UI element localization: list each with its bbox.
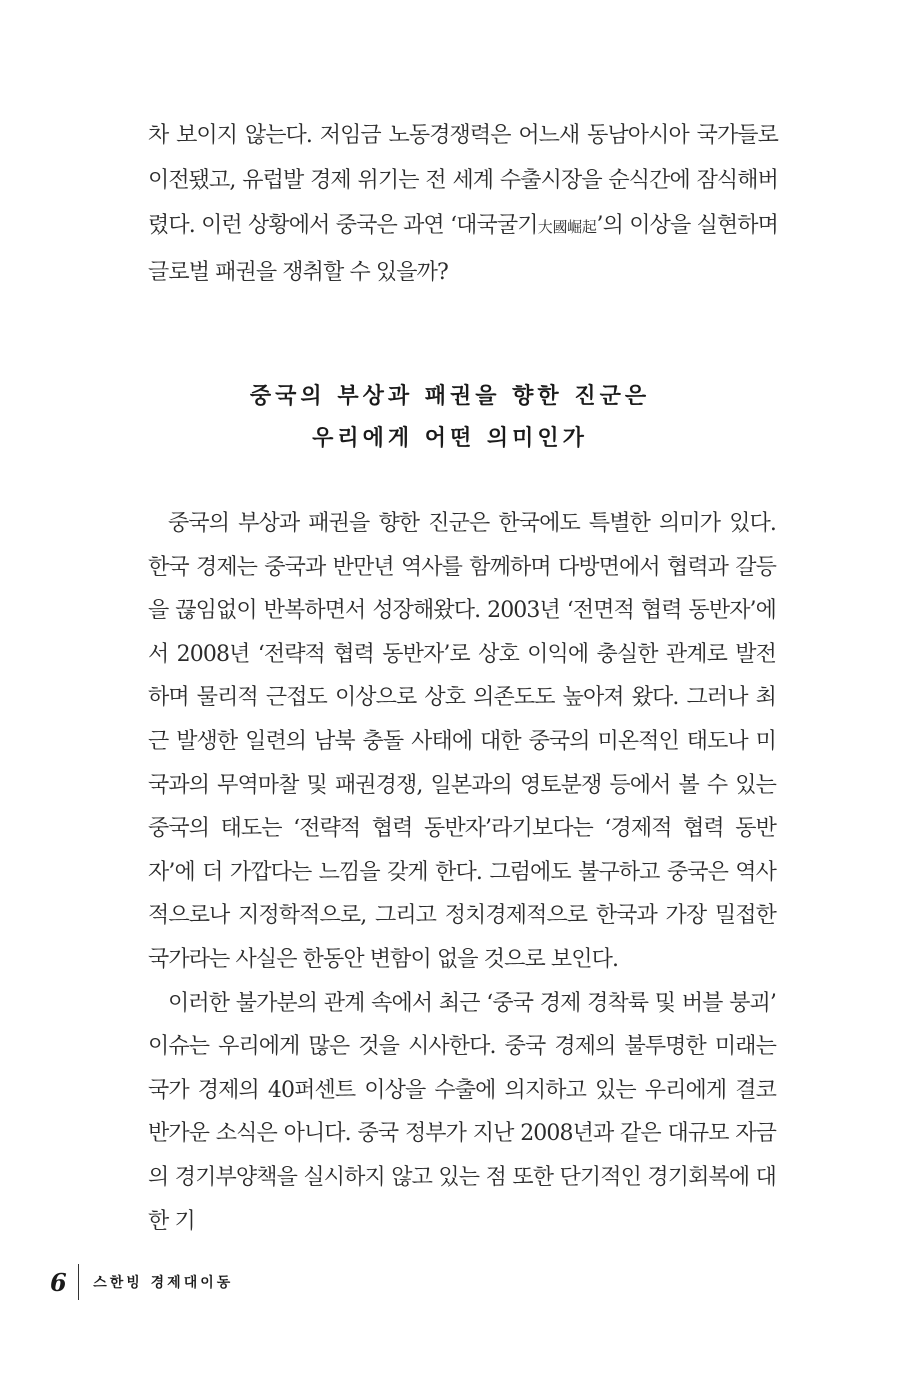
running-title: 스한빙 경제대이동 [93,1275,234,1291]
body-paragraph-1: 중국의 부상과 패권을 향한 진군은 한국에도 특별한 의미가 있다. 한국 경제는 중국과 반만년 역사를 함께하며 다방면에서 협력과 갈등을 끊임없이 반복하면서 성장해왔다. 2003년 ‘전면적 협력 동반자’에서 2008년 ‘전략적 협력 동반자’로 상호 이익에 충실한 관계로 발전하며 물리적 근접도 이상으로 상호 의존도도 높아져 왔다. 그러나 최근 발생한 일련의 남북 충돌 사태에 대한 중국의 미온적인 태도나 미국과의 무역마찰 및 패권경쟁, 일본과의 영토분쟁 등에서 볼 수 있는 중국의 태도는 ‘전략적 협력 동반자’라기보다는 ‘경제적 협력 동반자’에 더 가깝다는 느낌을 갖게 한다. 그럼에도 불구하고 중국은 역사적으로나 지정학적으로, 그리고 정치경제적으로 한국과 가장 밀접한 국가라는 사실은 한동안 변함이 없을 것으로 보인다. [148,511,776,972]
section-heading-line1: 중국의 부상과 패권을 향한 진군은 [249,384,651,409]
intro-text [148,113,778,295]
page-footer [50,1262,233,1302]
footer-divider [78,1264,80,1300]
section-body [148,502,776,1243]
intro-text-part2: ’의 이상을 실현하며 글로벌 패권을 쟁취할 수 있을까? [148,213,778,285]
section-heading [150,376,750,460]
intro-paragraph [148,113,778,295]
section-heading-line2: 우리에게 어떤 의미인가 [312,426,588,451]
page-number: 6 [50,1267,67,1297]
body-paragraph-2: 이러한 불가분의 관계 속에서 최근 ‘중국 경제 경착륙 및 버블 붕괴’ 이슈는 우리에게 많은 것을 시사한다. 중국 경제의 불투명한 미래는 국가 경제의 40퍼센트 이상을 수출에 의지하고 있는 우리에게 결코 반가운 소식은 아니다. 중국 정부가 지난 2008년과 같은 대규모 자금의 경기부양책을 실시하지 않고 있는 점 또한 단기적인 경기회복에 대한 기 [148,990,776,1234]
intro-text-part1: 차 보이지 않는다. 저임금 노동경쟁력은 어느새 동남아시아 국가들로 이전됐고, 유럽발 경제 위기는 전 세계 수출시장을 순식간에 잠식해버렸다. 이런 상황에서 중국은 과연 ‘대국굴기 [148,123,778,238]
intro-hanja: 大國崛起 [537,218,597,236]
